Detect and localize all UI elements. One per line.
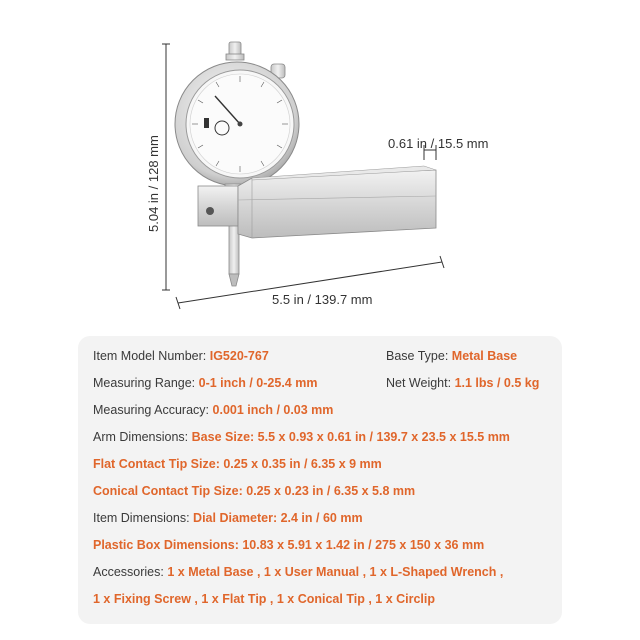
height-dimension-label: 5.04 in / 128 mm bbox=[146, 135, 161, 232]
spec-model: Item Model Number: IG520-767 bbox=[93, 349, 269, 363]
spec-box-dimensions: Plastic Box Dimensions: 10.83 x 5.91 x 1.42 in / 275 x 150 x 36 mm bbox=[93, 538, 485, 552]
spec-accessories-line2: 1 x Fixing Screw , 1 x Flat Tip , 1 x Conical Tip , 1 x Circlip bbox=[93, 592, 436, 606]
spec-weight: Net Weight: 1.1 lbs / 0.5 kg bbox=[386, 376, 540, 390]
spec-accessories: Accessories: 1 x Metal Base , 1 x User Manual , 1 x L-Shaped Wrench , bbox=[93, 565, 504, 579]
spec-arm: Arm Dimensions: Base Size: 5.5 x 0.93 x 0.61 in / 139.7 x 23.5 x 15.5 mm bbox=[93, 430, 510, 444]
spec-flat-tip: Flat Contact Tip Size: 0.25 x 0.35 in / 6.35 x 9 mm bbox=[93, 457, 382, 471]
dial-face bbox=[175, 62, 299, 186]
specifications-panel bbox=[78, 336, 562, 624]
spec-range: Measuring Range: 0-1 inch / 0-25.4 mm bbox=[93, 376, 318, 390]
spec-item-dimensions: Item Dimensions: Dial Diameter: 2.4 in / 60 mm bbox=[93, 511, 363, 525]
spec-accuracy: Measuring Accuracy: 0.001 inch / 0.03 mm bbox=[93, 403, 334, 417]
height-dimension-line bbox=[162, 44, 170, 290]
spec-base-type: Base Type: Metal Base bbox=[386, 349, 518, 363]
spec-conical-tip: Conical Contact Tip Size: 0.25 x 0.23 in / 6.35 x 5.8 mm bbox=[93, 484, 416, 498]
length-dimension-label: 5.5 in / 139.7 mm bbox=[272, 292, 373, 307]
tip-dimension-label: 0.61 in / 15.5 mm bbox=[388, 136, 489, 151]
